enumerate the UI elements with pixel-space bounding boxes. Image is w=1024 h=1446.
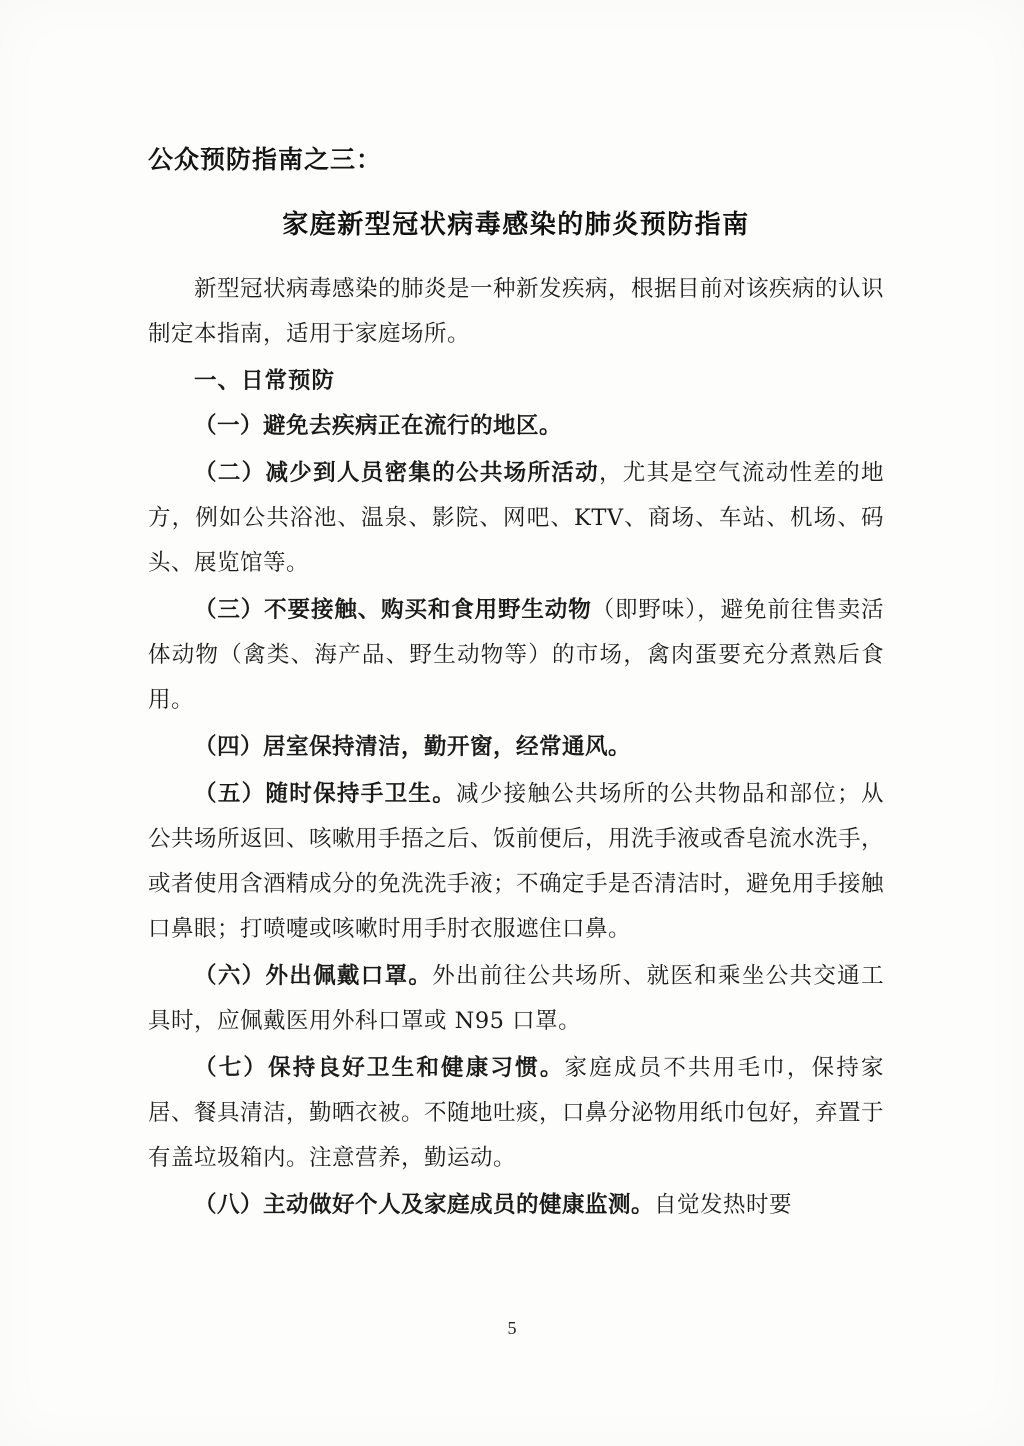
item-rest-text: ，尤其是空气流动性差的地方，例如公共浴池、温泉、影院、网吧、KTV、商场、车站、机场、码头、展览馆等。 xyxy=(148,460,884,576)
item-label: （七） xyxy=(194,1055,269,1081)
list-item xyxy=(148,588,884,723)
item-bold-text: 居室保持清洁，勤开窗，经常通风。 xyxy=(263,734,632,760)
item-label: （二） xyxy=(194,460,266,486)
item-bold-text: 保持良好卫生和健康习惯。 xyxy=(268,1055,565,1081)
list-item xyxy=(148,1183,884,1228)
item-label: （五） xyxy=(194,781,266,807)
page-number: 5 xyxy=(507,1318,517,1338)
list-item xyxy=(148,725,884,770)
list-item xyxy=(148,404,884,449)
item-label: （八） xyxy=(194,1192,264,1218)
item-rest-text: 家庭成员不共用毛巾，保持家居、餐具清洁，勤晒衣被。不随地吐痰，口鼻分泌物用纸巾包好，弃置于有盖垃圾箱内。注意营养，勤运动。 xyxy=(148,1055,885,1171)
document-title: 家庭新型冠状病毒感染的肺炎预防指南 xyxy=(282,210,750,240)
item-label: （四） xyxy=(194,734,264,760)
list-item xyxy=(148,954,884,1044)
item-rest-text: 减少接触公共场所的公共物品和部位；从公共场所返回、咳嗽用手捂之后、饭前便后，用洗手液或香皂流水洗手，或者使用含酒精成分的免洗洗手液；不确定手是否清洁时，避免用手接触口鼻眼；打喷嚏或咳嗽时用手肘衣服遮住口鼻。 xyxy=(148,781,885,942)
document-heading: 公众预防指南之三： xyxy=(148,145,383,174)
item-rest-text: （即野味），避免前往售卖活体动物（禽类、海产品、野生动物等）的市场，禽肉蛋要充分煮熟后食用。 xyxy=(148,597,884,713)
item-bold-text: 随时保持手卫生。 xyxy=(265,781,457,807)
list-item xyxy=(148,451,884,586)
intro-paragraph: 新型冠状病毒感染的肺炎是一种新发疾病，根据目前对该疾病的认识制定本指南，适用于家庭场所。 xyxy=(148,276,885,347)
document-body xyxy=(148,140,884,1230)
item-bold-text: 主动做好个人及家庭成员的健康监测。 xyxy=(263,1192,655,1218)
item-label: （三） xyxy=(194,597,265,623)
item-rest-text: 外出前往公共场所、就医和乘坐公共交通工具时，应佩戴医用外科口罩或 N95 口罩。 xyxy=(148,963,884,1034)
item-bold-text: 外出佩戴口罩。 xyxy=(265,963,433,989)
item-label: （一） xyxy=(194,413,264,439)
list-item xyxy=(148,772,884,952)
item-bold-text: 减少到人员密集的公共场所活动 xyxy=(265,460,599,486)
list-item xyxy=(148,1046,884,1181)
item-bold-text: 避免去疾病正在流行的地区。 xyxy=(263,413,563,439)
item-bold-text: 不要接触、购买和食用野生动物 xyxy=(264,597,592,623)
item-label: （六） xyxy=(194,963,266,989)
section-heading-daily-prevention: 一、日常预防 xyxy=(194,368,336,394)
item-rest-text: 自觉发热时要 xyxy=(654,1192,793,1218)
